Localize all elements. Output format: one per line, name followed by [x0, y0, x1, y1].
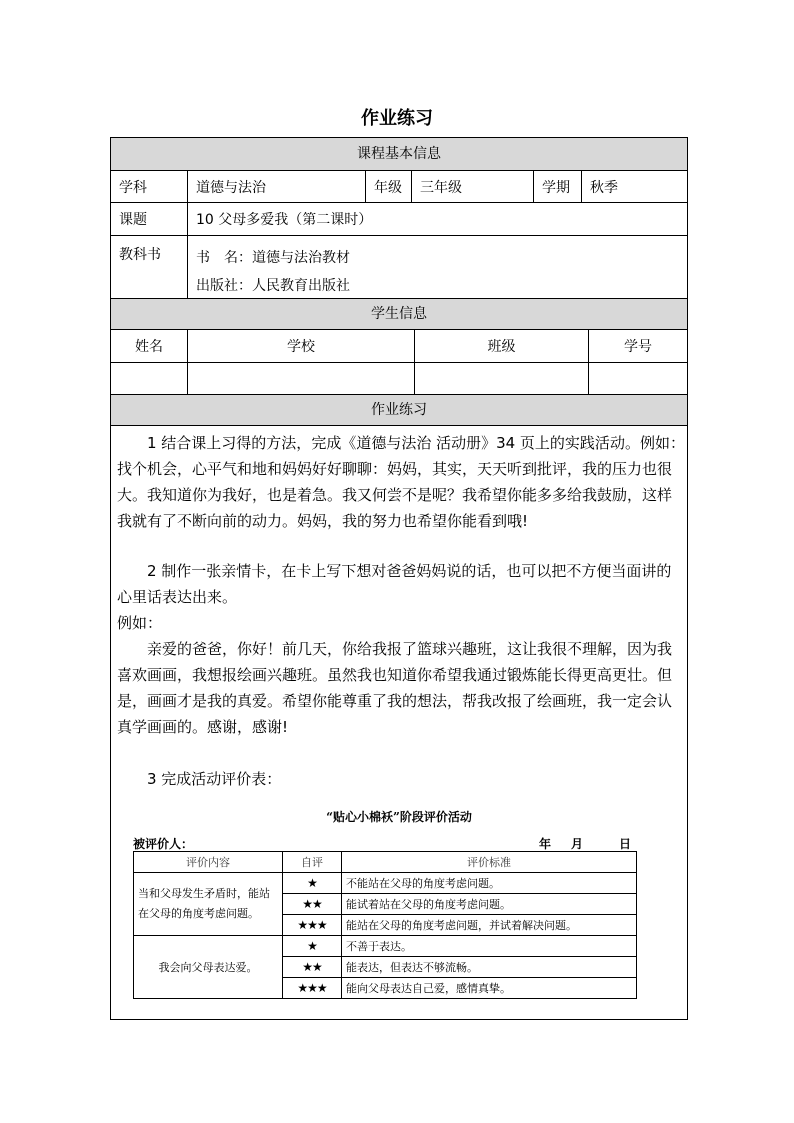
standard-text: 不能站在父母的角度考虑问题。 [342, 873, 637, 894]
page-title: 作业练习 [361, 108, 433, 129]
example-label: 例如： [117, 614, 163, 632]
school-field[interactable] [187, 363, 414, 394]
subject-value: 道德与法治 [187, 171, 365, 202]
date-year-label: 年 [539, 837, 552, 851]
course-info-header: 课程基本信息 [111, 138, 687, 171]
homework-item-2: 2 制作一张亲情卡，在卡上写下想对爸爸妈妈说的话，也可以把不方便当面讲的心里话表达出来。 [117, 562, 672, 606]
grade-label: 年级 [365, 171, 411, 202]
group1-content: 当和父母发生矛盾时，能站在父母的角度考虑问题。 [134, 873, 283, 936]
star-rating[interactable]: ★★★ [283, 915, 342, 936]
standard-text: 能表达，但表达不够流畅。 [342, 957, 637, 978]
name-field[interactable] [111, 363, 187, 394]
topic-value: 10 父母多爱我（第二课时） [187, 203, 687, 235]
name-column-header: 姓名 [135, 339, 163, 355]
standard-text: 不善于表达。 [342, 936, 637, 957]
homework-item-3: 3 完成活动评价表： [147, 770, 282, 788]
class-field[interactable] [414, 363, 588, 394]
table-row [134, 936, 637, 957]
student-header-row [111, 330, 687, 363]
textbook-label: 教科书 [119, 247, 161, 263]
star-rating[interactable]: ★ [283, 873, 342, 894]
self-eval-column-header: 自评 [283, 852, 342, 873]
course-meta-row [111, 171, 687, 203]
standard-text: 能站在父母的角度考虑问题，并试着解决问题。 [342, 915, 637, 936]
star-rating[interactable]: ★★ [283, 894, 342, 915]
subject-label: 学科 [119, 179, 147, 196]
table-row [134, 873, 637, 894]
standard-text: 能向父母表达自己爱，感情真挚。 [342, 978, 637, 999]
standard-column-header: 评价标准 [342, 852, 637, 873]
textbook-details [187, 236, 687, 298]
evaluation-title: “贴心小棉袄”阶段评价活动 [326, 810, 472, 824]
student-id-column-header: 学号 [588, 330, 687, 362]
star-rating[interactable]: ★★ [283, 957, 342, 978]
topic-label: 课题 [119, 212, 147, 228]
textbook-row [111, 236, 687, 299]
homework-header: 作业练习 [111, 395, 687, 426]
student-input-row [111, 363, 687, 395]
student-info-header: 学生信息 [111, 299, 687, 330]
date-month-label: 月 [571, 837, 584, 851]
school-column-header: 学校 [187, 330, 414, 362]
student-id-field[interactable] [588, 363, 687, 394]
class-column-header: 班级 [414, 330, 588, 362]
standard-text: 能试着站在父母的角度考虑问题。 [342, 894, 637, 915]
group2-content: 我会向父母表达爱。 [134, 936, 283, 999]
term-value: 秋季 [581, 171, 687, 202]
textbook-publisher: 出版社：人民教育出版社 [196, 278, 350, 294]
evaluation-table [133, 851, 637, 999]
term-label: 学期 [533, 171, 581, 202]
topic-row [111, 203, 687, 236]
worksheet-table [110, 137, 688, 1020]
homework-item-1: 1 结合课上习得的方法，完成《道德与法治 活动册》34 页上的实践活动。例如：找个机会，心平气和地和妈妈好好聊聊：妈妈，其实，天天听到批评，我的压力也很大。我知道你为我好，也是着急。我又何尝不是呢？我希望你能多多给我鼓励，这样我就有了不断向前的动力。妈妈，我的努力也希望你能看到哦! [117, 434, 685, 530]
evaluatee-label: 被评价人： [133, 837, 194, 851]
star-rating[interactable]: ★ [283, 936, 342, 957]
example-text: 亲爱的爸爸，你好！前几天，你给我报了篮球兴趣班，这让我很不理解，因为我喜欢画画，我想报绘画兴趣班。虽然我也知道你希望我通过锻炼能长得更高更壮。但是，画画才是我的真爱。希望你能尊重了我的想法，帮我改报了绘画班，我一定会认真学画画的。感谢，感谢! [117, 640, 673, 736]
date-day-label: 日 [619, 837, 632, 851]
grade-value: 三年级 [411, 171, 533, 202]
evaluation-header-row [134, 852, 637, 873]
star-rating[interactable]: ★★★ [283, 978, 342, 999]
textbook-name: 书 名：道德与法治教材 [196, 250, 350, 266]
content-column-header: 评价内容 [134, 852, 283, 873]
